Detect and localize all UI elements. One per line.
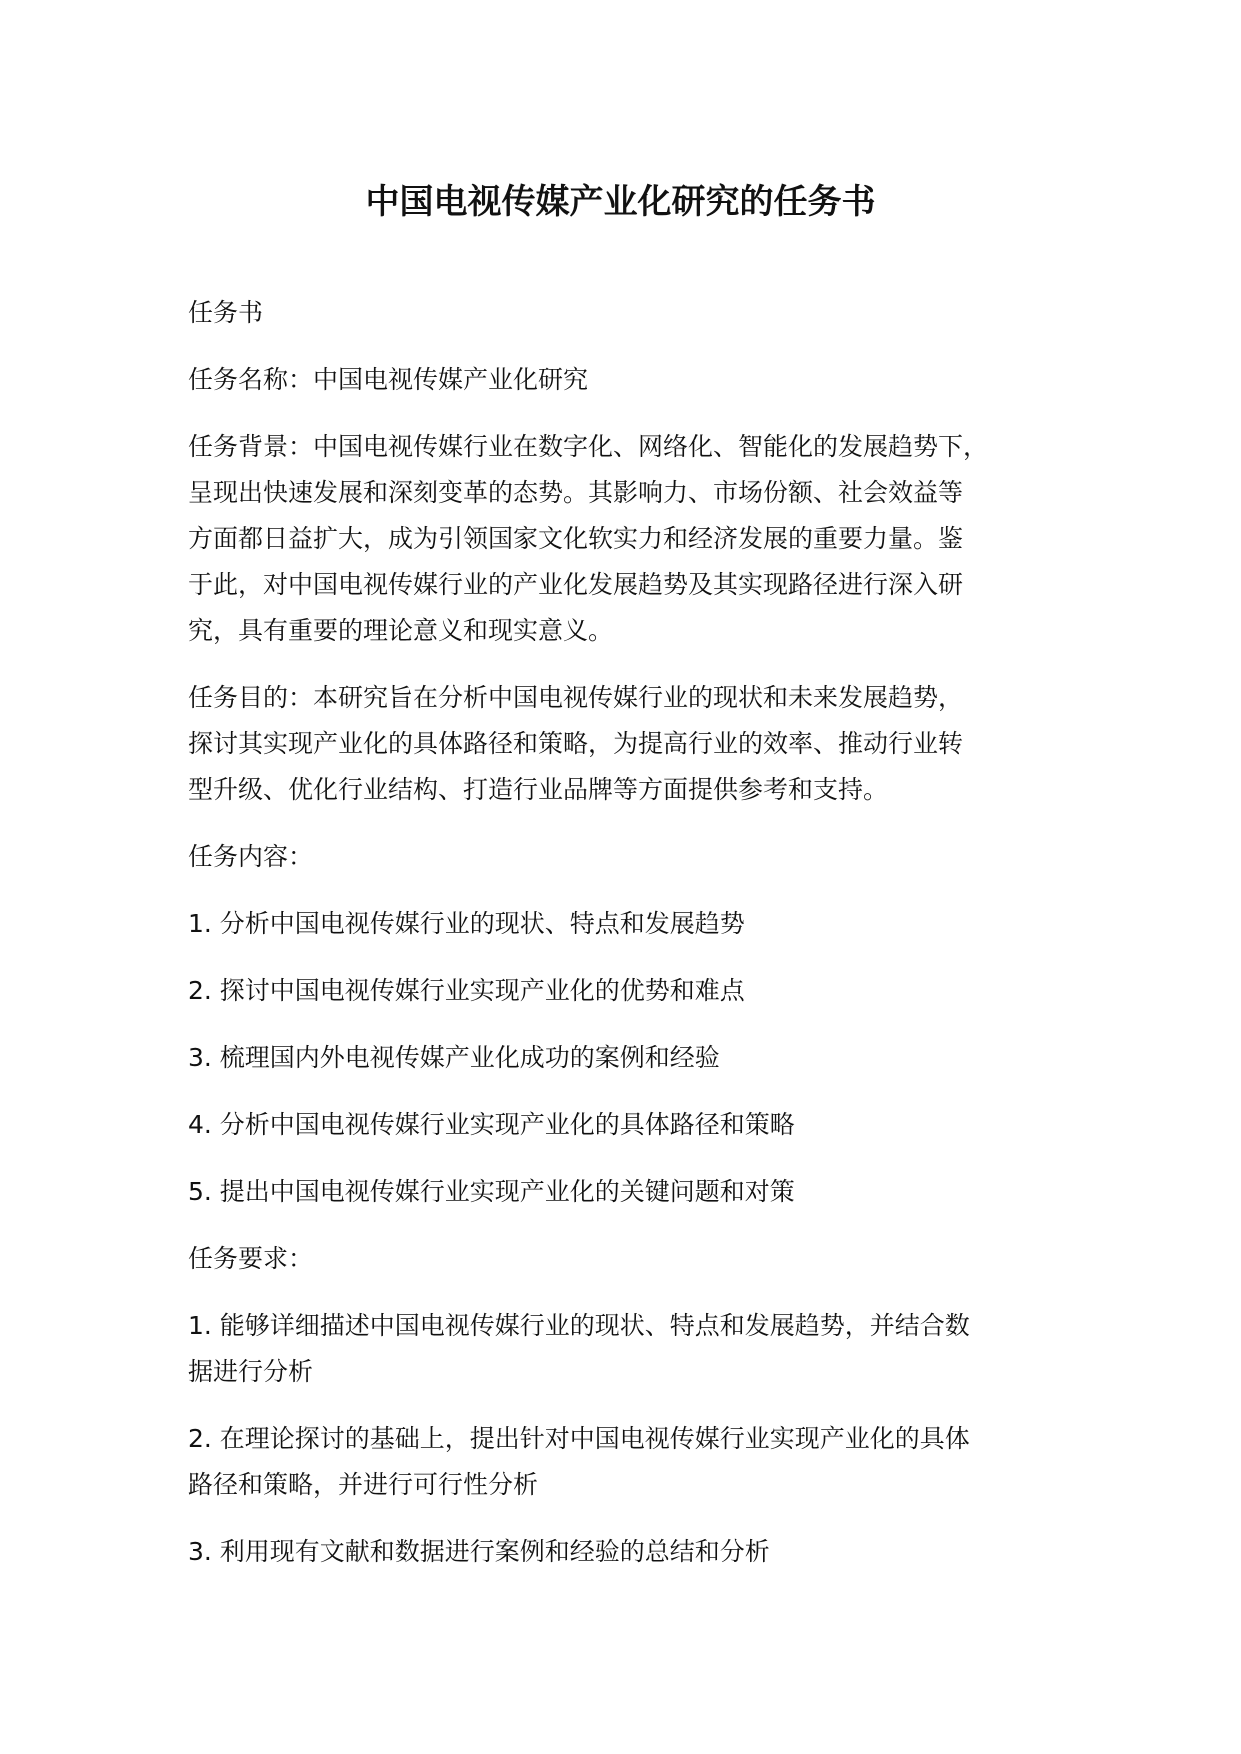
paragraph xyxy=(188,424,1088,654)
paragraph-line: 任务要求： xyxy=(188,1244,314,1273)
paragraph-line: 路径和策略，并进行可行性分析 xyxy=(188,1470,539,1499)
paragraph-line: 任务目的：本研究旨在分析中国电视传媒行业的现状和未来发展趋势， xyxy=(188,683,964,712)
paragraph-line: 2. 探讨中国电视传媒行业实现产业化的优势和难点 xyxy=(188,976,745,1005)
paragraph-line: 任务内容： xyxy=(188,842,314,871)
paragraph-line: 5. 提出中国电视传媒行业实现产业化的关键问题和对策 xyxy=(188,1177,795,1206)
paragraph-line: 3. 梳理国内外电视传媒产业化成功的案例和经验 xyxy=(188,1043,720,1072)
paragraph-line: 呈现出快速发展和深刻变革的态势。其影响力、市场份额、社会效益等 xyxy=(188,478,964,507)
paragraph-line: 1. 分析中国电视传媒行业的现状、特点和发展趋势 xyxy=(188,909,745,938)
paragraph-line: 任务背景：中国电视传媒行业在数字化、网络化、智能化的发展趋势下， xyxy=(188,432,989,461)
paragraph-line: 探讨其实现产业化的具体路径和策略，为提高行业的效率、推动行业转 xyxy=(188,729,964,758)
paragraph-line: 型升级、优化行业结构、打造行业品牌等方面提供参考和支持。 xyxy=(188,775,889,804)
paragraph xyxy=(188,1303,1088,1395)
paragraph-line: 2. 在理论探讨的基础上，提出针对中国电视传媒行业实现产业化的具体 xyxy=(188,1424,970,1453)
paragraph xyxy=(188,675,1088,813)
paragraph xyxy=(188,834,1088,880)
paragraph xyxy=(188,968,1088,1014)
paragraph-line: 4. 分析中国电视传媒行业实现产业化的具体路径和策略 xyxy=(188,1110,795,1139)
paragraph xyxy=(188,1236,1088,1282)
paragraph-line: 任务书 xyxy=(188,298,264,327)
document-title: 中国电视传媒产业化研究的任务书 xyxy=(365,182,876,222)
paragraph xyxy=(188,901,1088,947)
paragraph xyxy=(188,357,1088,403)
paragraph xyxy=(188,1035,1088,1081)
paragraph xyxy=(188,290,1088,336)
paragraph xyxy=(188,1416,1088,1508)
paragraph-line: 据进行分析 xyxy=(188,1357,314,1386)
paragraph-line: 于此，对中国电视传媒行业的产业化发展趋势及其实现路径进行深入研 xyxy=(188,570,964,599)
paragraph-line: 任务名称：中国电视传媒产业化研究 xyxy=(188,365,589,394)
paragraph xyxy=(188,1529,1088,1575)
paragraph-line: 3. 利用现有文献和数据进行案例和经验的总结和分析 xyxy=(188,1537,770,1566)
paragraph-line: 方面都日益扩大，成为引领国家文化软实力和经济发展的重要力量。鉴 xyxy=(188,524,964,553)
paragraph xyxy=(188,1102,1088,1148)
paragraph xyxy=(188,1169,1088,1215)
paragraph-line: 究，具有重要的理论意义和现实意义。 xyxy=(188,616,614,645)
document-body xyxy=(188,290,1088,1596)
paragraph-line: 1. 能够详细描述中国电视传媒行业的现状、特点和发展趋势，并结合数 xyxy=(188,1311,970,1340)
